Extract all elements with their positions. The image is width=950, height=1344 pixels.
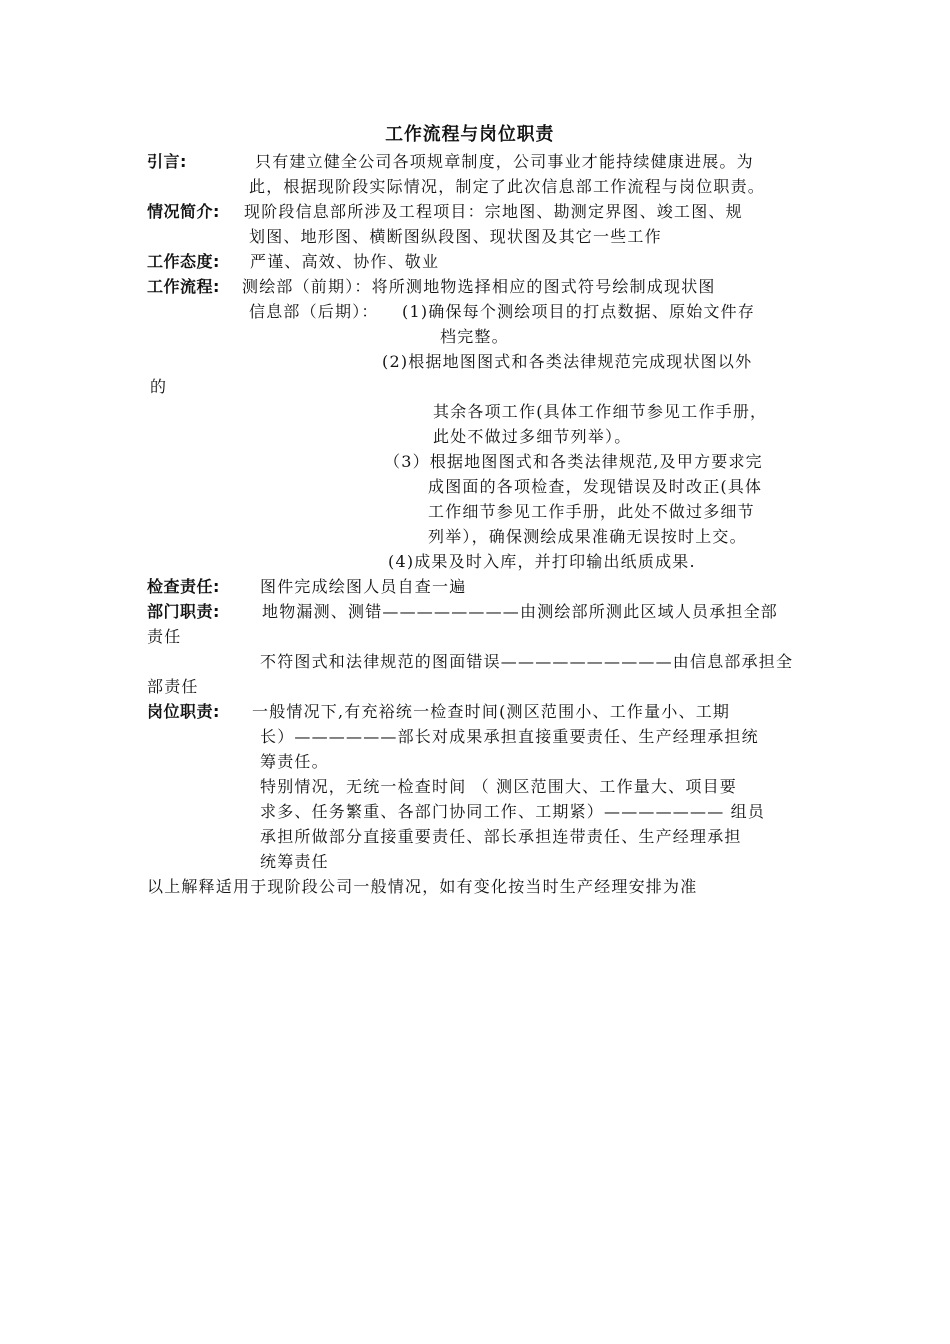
- workflow-step2-line-3: 其余各项工作(具体工作细节参见工作手册，: [433, 402, 768, 421]
- attitude-label: 工作态度:: [147, 252, 220, 271]
- workflow-step2-line-2: 的: [150, 377, 168, 396]
- overview-line-2: 划图、地形图、横断图纵段图、现状图及其它一些工作: [249, 227, 662, 246]
- post-duty-normal-line-3: 筹责任。: [260, 752, 329, 771]
- intro-label: 引言:: [147, 152, 187, 171]
- intro-line-1: 只有建立健全公司各项规章制度，公司事业才能持续健康进展。为: [255, 152, 754, 171]
- workflow-step3-line-2: 成图面的各项检查，发现错误及时改正(具体: [428, 477, 763, 496]
- dept-duty-item2-line-2: 部责任: [147, 677, 199, 696]
- workflow-step1-line-1: (1)确保每个测绘项目的打点数据、原始文件存: [402, 302, 756, 321]
- workflow-step2-line-1: (2)根据地图图式和各类法律规范完成现状图以外: [382, 352, 753, 371]
- overview-line-1: 现阶段信息部所涉及工程项目：宗地图、勘测定界图、竣工图、规: [244, 202, 743, 221]
- document-footer-note: 以上解释适用于现阶段公司一般情况，如有变化按当时生产经理安排为准: [147, 877, 698, 896]
- workflow-step3-line-3: 工作细节参见工作手册，此处不做过多细节: [428, 502, 755, 521]
- workflow-step3-line-1: （3）根据地图图式和各类法律规范,及甲方要求完: [384, 452, 763, 471]
- attitude-text: 严谨、高效、协作、敬业: [250, 252, 440, 271]
- workflow-step2-line-4: 此处不做过多细节列举）。: [433, 427, 632, 446]
- workflow-step4: (4)成果及时入库，并打印输出纸质成果.: [388, 552, 696, 571]
- dept-duty-label: 部门职责:: [147, 602, 220, 621]
- document-title: 工作流程与岗位职责: [385, 124, 555, 145]
- intro-line-2: 此，根据现阶段实际情况，制定了此次信息部工作流程与岗位职责。: [249, 177, 766, 196]
- post-duty-normal-line-2: 长）——————部长对成果承担直接重要责任、生产经理承担统: [260, 727, 759, 746]
- dept-duty-item1-line-1: 地物漏测、测错————————由测绘部所测此区域人员承担全部: [262, 602, 779, 621]
- dept-duty-item2-line-1: 不符图式和法律规范的图面错误——————————由信息部承担全: [260, 652, 794, 671]
- post-duty-special-line-2: 求多、任务繁重、各部门协同工作、工期紧）——————— 组员: [260, 802, 766, 821]
- post-duty-special-line-3: 承担所做部分直接重要责任、部长承担连带责任、生产经理承担: [260, 827, 742, 846]
- check-label: 检查责任:: [147, 577, 220, 596]
- post-duty-label: 岗位职责:: [147, 702, 220, 721]
- check-text: 图件完成绘图人员自查一遍: [260, 577, 467, 596]
- workflow-step1-line-2: 档完整。: [440, 327, 509, 346]
- dept-duty-item1-line-2: 责任: [147, 627, 182, 646]
- workflow-survey-dept: 测绘部（前期）：将所测地物选择相应的图式符号绘制成现状图: [242, 277, 716, 296]
- overview-label: 情况简介:: [147, 202, 220, 221]
- workflow-step3-line-4: 列举），确保测绘成果准确无误按时上交。: [428, 527, 747, 546]
- post-duty-special-line-4: 统筹责任: [260, 852, 329, 871]
- workflow-info-dept: 信息部（后期）：: [249, 302, 379, 321]
- workflow-label: 工作流程:: [147, 277, 220, 296]
- post-duty-normal-line-1: 一般情况下,有充裕统一检查时间(测区范围小、工作量小、工期: [252, 702, 731, 721]
- post-duty-special-line-1: 特别情况，无统一检查时间 （ 测区范围大、工作量大、项目要: [260, 777, 737, 796]
